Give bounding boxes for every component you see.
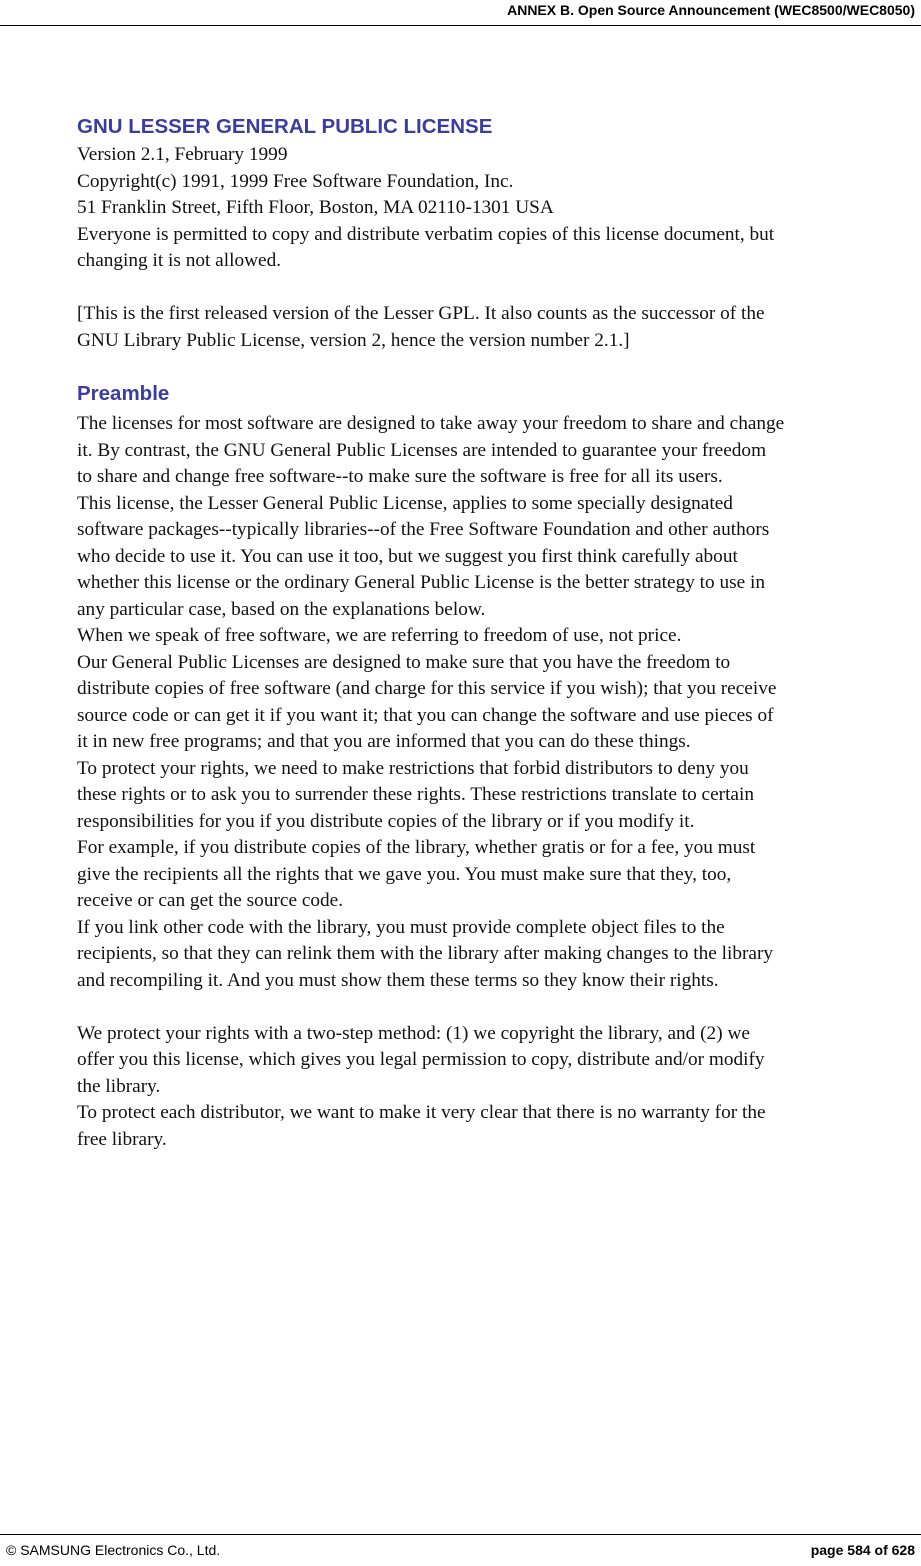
text-line: Everyone is permitted to copy and distribute verbatim copies of this license document, but [77,223,775,245]
text-line: changing it is not allowed. [77,250,282,271]
text-line: [This is the first released version of the Lesser GPL. It also counts as the successor of the [77,303,765,324]
preamble-title: Preamble [77,382,170,405]
text-line: Version 2.1, February 1999 [77,144,288,165]
text-line: whether this license or the ordinary General Public License is the better strategy to use in [77,572,766,593]
text-line: When we speak of free software, we are referring to freedom of use, not price. [77,625,682,646]
text-line: recipients, so that they can relink them with the library after making changes to the library [77,943,774,964]
spacer [77,354,921,380]
footer-page-number: page 584 of 628 [810,1542,915,1558]
text-line: source code or can get it if you want it; that you can change the software and use pieces of [77,704,774,726]
license-title: GNU LESSER GENERAL PUBLIC LICENSE [77,115,493,138]
footer-company: © SAMSUNG Electronics Co., Ltd. [6,1542,221,1558]
text-line: To protect each distributor, we want to make it very clear that there is no warranty for the [77,1102,766,1123]
text-line: offer you this license, which gives you legal permission to copy, distribute and/or modify [77,1049,765,1070]
text-line: Copyright(c) 1991, 1999 Free Software Foundation, Inc. [77,170,514,192]
spacer [77,994,921,1021]
text-line: and recompiling it. And you must show them these terms so they know their rights. [77,969,719,991]
document-body [77,113,921,1153]
text-line: the library. [77,1075,161,1097]
text-line: Our General Public Licenses are designed to make sure that you have the freedom to [77,651,731,673]
text-line: free library. [77,1128,167,1150]
page-footer [0,1534,921,1566]
text-line: For example, if you distribute copies of the library, whether gratis or for a fee, you must [77,837,756,858]
text-line: it. By contrast, the GNU General Public Licenses are intended to guarantee your freedom [77,439,767,461]
text-line: We protect your rights with a two-step method: (1) we copyright the library, and (2) we [77,1022,750,1044]
text-line: distribute copies of free software (and charge for this service if you wish); that you receive [77,678,777,699]
text-line: responsibilities for you if you distribute copies of the library or if you modify it. [77,810,695,832]
text-line: To protect your rights, we need to make restrictions that forbid distributors to deny you [77,757,749,779]
text-line: The licenses for most software are designed to take away your freedom to share and change [77,413,785,434]
text-line: it in new free programs; and that you are informed that you can do these things. [77,731,691,752]
license-intro [77,142,921,275]
text-line: these rights or to ask you to surrender these rights. These restrictions translate to certain [77,784,754,805]
header-title: ANNEX B. Open Source Announcement (WEC8500/WEC8050) [507,2,915,18]
text-line: If you link other code with the library, you must provide complete object files to the [77,916,725,938]
page-header [0,0,921,26]
preamble-block-1 [77,411,921,994]
text-line: software packages--typically libraries--of the Free Software Foundation and other authors [77,519,770,540]
text-line: give the recipients all the rights that we gave you. You must make sure that they, too, [77,863,732,885]
preamble-block-2 [77,1021,921,1154]
text-line: who decide to use it. You can use it too, but we suggest you first think carefully about [77,545,738,567]
text-line: any particular case, based on the explanations below. [77,598,486,620]
text-line: This license, the Lesser General Public License, applies to some specially designated [77,492,733,514]
text-line: receive or can get the source code. [77,890,344,911]
text-line: GNU Library Public License, version 2, hence the version number 2.1.] [77,329,630,351]
text-line: 51 Franklin Street, Fifth Floor, Boston, MA 02110-1301 USA [77,197,554,218]
text-line: to share and change free software--to make sure the software is free for all its users. [77,466,723,487]
spacer [77,275,921,302]
license-note [77,301,921,354]
